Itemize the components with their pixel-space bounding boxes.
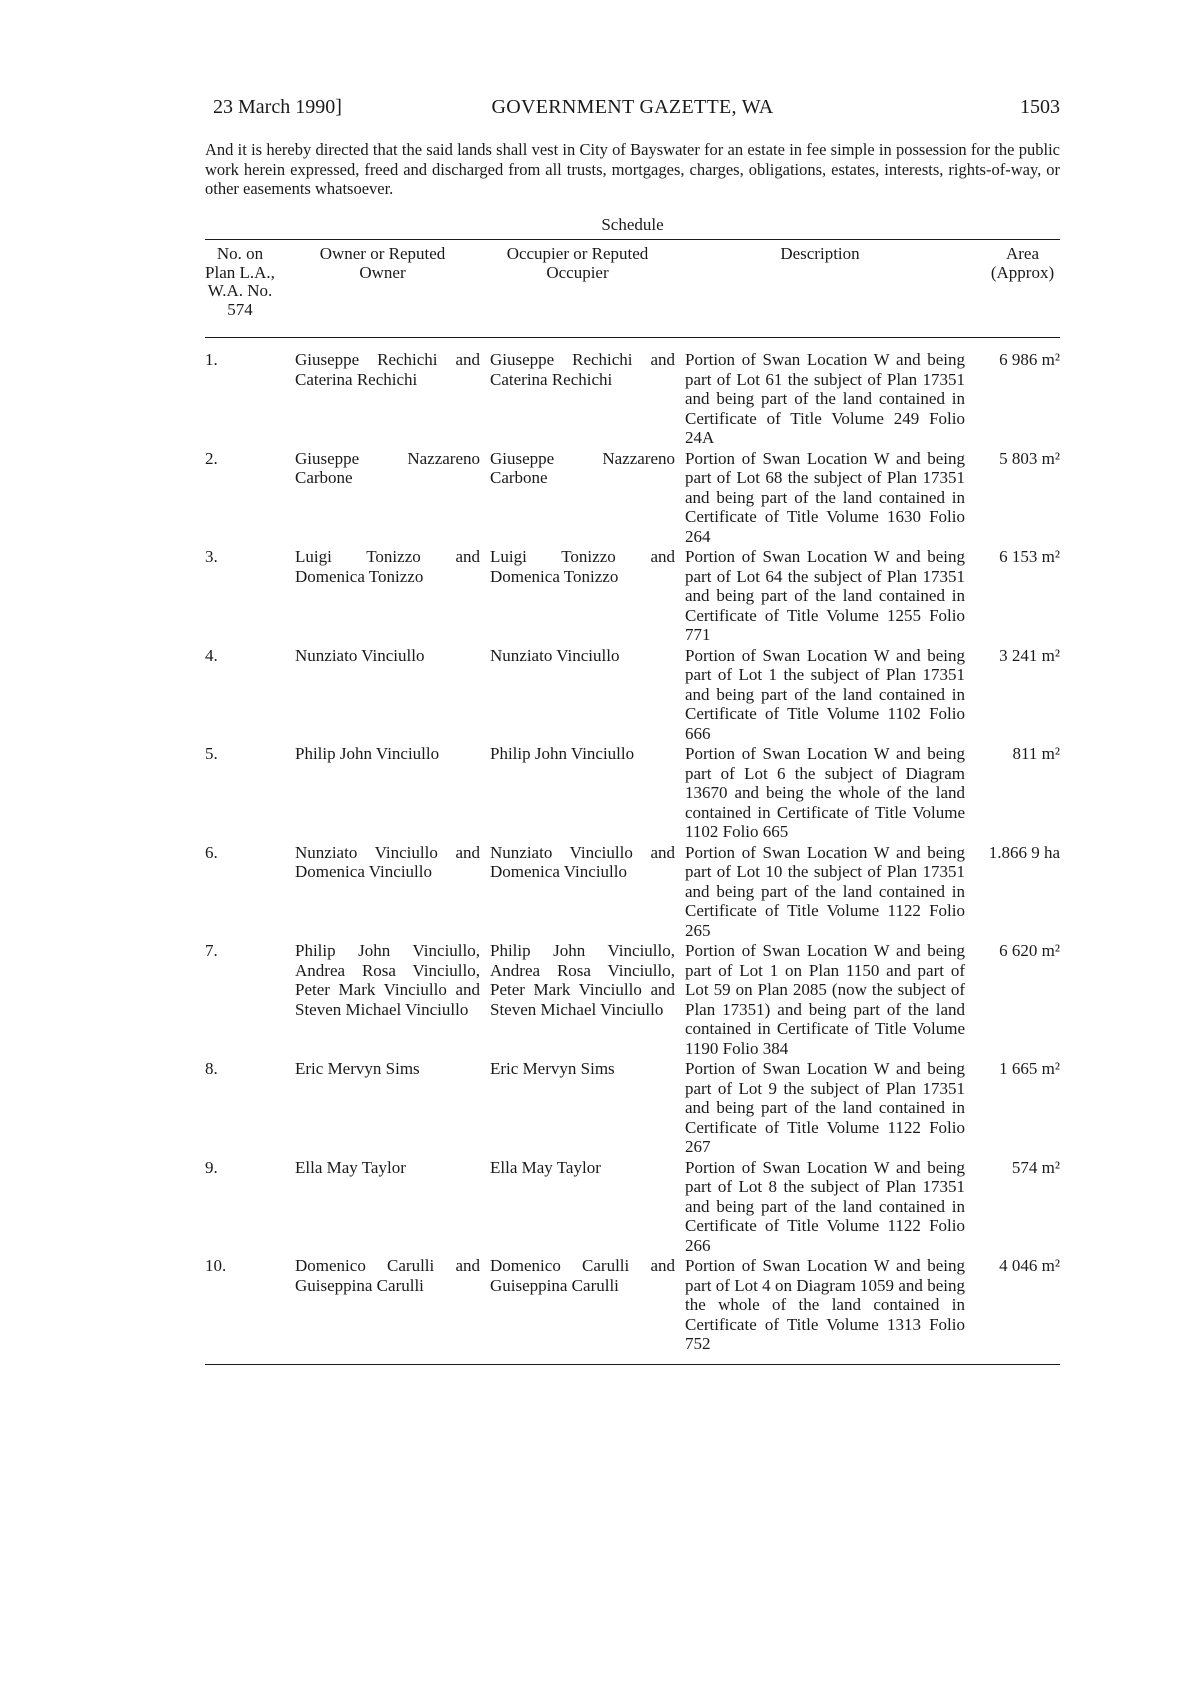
table-row [205, 547, 1060, 646]
row-area: 5 803 m² [999, 448, 1060, 468]
schedule-title: Schedule [601, 215, 664, 234]
col-header-owner: Owner or Reputed Owner [295, 240, 490, 338]
row-description: Portion of Swan Location W and being part of Lot 68 the subject of Plan 17351 and being part of the land contained in Certificate of Title Volume 1630 Folio 264 [685, 448, 965, 546]
row-occupier: Domenico Carulli and Guiseppina Carulli [490, 1256, 675, 1295]
row-area: 3 241 m² [999, 645, 1060, 665]
row-no: 9. [205, 1157, 218, 1177]
row-occupier: Ella May Taylor [490, 1157, 601, 1177]
row-occupier: Giuseppe Rechichi and Caterina Rechichi [490, 350, 675, 389]
table-row [205, 338, 1060, 449]
row-owner: Nunziato Vinciullo [295, 645, 425, 665]
row-occupier: Nunziato Vinciullo [490, 645, 620, 665]
row-no: 6. [205, 842, 218, 862]
row-owner: Philip John Vinciullo, Andrea Rosa Vinciullo, Peter Mark Vinciullo and Steven Michael Vinciullo [295, 941, 480, 1019]
col-header-occupier: Occupier or Reputed Occupier [490, 240, 685, 338]
table-row [205, 744, 1060, 843]
row-area: 6 620 m² [999, 941, 1060, 960]
row-no: 5. [205, 744, 218, 763]
row-owner: Nunziato Vinciullo and Domenica Vinciullo [295, 842, 480, 881]
col-header-no: No. on Plan L.A., W.A. No. 574 [205, 240, 295, 338]
row-description: Portion of Swan Location W and being part of Lot 1 on Plan 1150 and part of Lot 59 on Plan 2085 (now the subject of Plan 17351) and being part of the land contained in Certificate of Title Volume 1190 Folio 384 [685, 941, 965, 1058]
row-area: 6 153 m² [999, 547, 1060, 566]
row-area: 4 046 m² [999, 1256, 1060, 1275]
header-date: 23 March 1990] [213, 96, 342, 118]
table-row [205, 843, 1060, 942]
table-row [205, 1158, 1060, 1257]
row-description: Portion of Swan Location W and being part of Lot 10 the subject of Plan 17351 and being part of the land contained in Certificate of Title Volume 1122 Folio 265 [685, 842, 965, 940]
table-row [205, 941, 1060, 1059]
row-no: 1. [205, 350, 218, 369]
row-description: Portion of Swan Location W and being part of Lot 6 the subject of Diagram 13670 and being the whole of the land contained in Certificate of Title Volume 1102 Folio 665 [685, 744, 965, 841]
row-occupier: Nunziato Vinciullo and Domenica Vinciullo [490, 842, 675, 881]
row-no: 3. [205, 547, 218, 566]
row-description: Portion of Swan Location W and being part of Lot 61 the subject of Plan 17351 and being part of the land contained in Certificate of Title Volume 249 Folio 24A [685, 350, 965, 447]
page-header [205, 92, 1060, 122]
schedule-bottom-rule [205, 1364, 1060, 1365]
row-no: 4. [205, 645, 218, 665]
row-area: 811 m² [1012, 744, 1060, 763]
row-no: 8. [205, 1059, 218, 1078]
row-owner: Giuseppe Rechichi and Caterina Rechichi [295, 350, 480, 389]
header-page-number: 1503 [1020, 96, 1060, 118]
table-header-row [205, 240, 1060, 338]
row-occupier: Philip John Vinciullo [490, 744, 635, 763]
schedule-table [205, 240, 1060, 1364]
row-occupier: Eric Mervyn Sims [490, 1059, 615, 1078]
table-row [205, 646, 1060, 745]
table-row [205, 1059, 1060, 1158]
row-owner: Philip John Vinciullo [295, 744, 440, 763]
row-description: Portion of Swan Location W and being part of Lot 1 the subject of Plan 17351 and being part of the land contained in Certificate of Title Volume 1102 Folio 666 [685, 645, 965, 743]
row-no: 7. [205, 941, 218, 960]
col-header-description: Description [685, 240, 975, 338]
row-area: 1 665 m² [999, 1059, 1060, 1078]
row-no: 10. [205, 1256, 227, 1275]
table-row [205, 449, 1060, 548]
row-owner: Giuseppe Nazzareno Carbone [295, 448, 480, 487]
row-description: Portion of Swan Location W and being part of Lot 4 on Diagram 1059 and being the whole of the land contained in Certificate of Title Volume 1313 Folio 752 [685, 1256, 965, 1353]
row-description: Portion of Swan Location W and being part of Lot 9 the subject of Plan 17351 and being part of the land contained in Certificate of Title Volume 1122 Folio 267 [685, 1059, 965, 1156]
row-occupier: Luigi Tonizzo and Domenica Tonizzo [490, 547, 675, 586]
gazette-page [205, 92, 1060, 1365]
row-owner: Luigi Tonizzo and Domenica Tonizzo [295, 547, 480, 586]
row-no: 2. [205, 448, 218, 468]
row-area: 6 986 m² [999, 350, 1060, 369]
row-owner: Domenico Carulli and Guiseppina Carulli [295, 1256, 480, 1295]
col-header-area: Area (Approx) [975, 240, 1060, 338]
row-occupier: Giuseppe Nazzareno Carbone [490, 448, 675, 487]
row-description: Portion of Swan Location W and being part of Lot 8 the subject of Plan 17351 and being part of the land contained in Certificate of Title Volume 1122 Folio 266 [685, 1157, 965, 1255]
intro-paragraph: And it is hereby directed that the said lands shall vest in City of Bayswater for an estate in fee simple in possession for the public work herein expressed, freed and discharged from all trusts, mortgages, charges, obligations, estates, interests, rights-of-way, or other easements whatsoever. [205, 140, 1060, 198]
row-owner: Eric Mervyn Sims [295, 1059, 420, 1078]
header-title: GOVERNMENT GAZETTE, WA [491, 96, 774, 118]
row-occupier: Philip John Vinciullo, Andrea Rosa Vinciullo, Peter Mark Vinciullo and Steven Michael Vinciullo [490, 941, 675, 1019]
row-description: Portion of Swan Location W and being part of Lot 64 the subject of Plan 17351 and being part of the land contained in Certificate of Title Volume 1255 Folio 771 [685, 547, 965, 644]
row-area: 574 m² [1011, 1157, 1060, 1177]
row-owner: Ella May Taylor [295, 1157, 406, 1177]
table-row [205, 1256, 1060, 1364]
row-area: 1.866 9 ha [988, 842, 1060, 862]
